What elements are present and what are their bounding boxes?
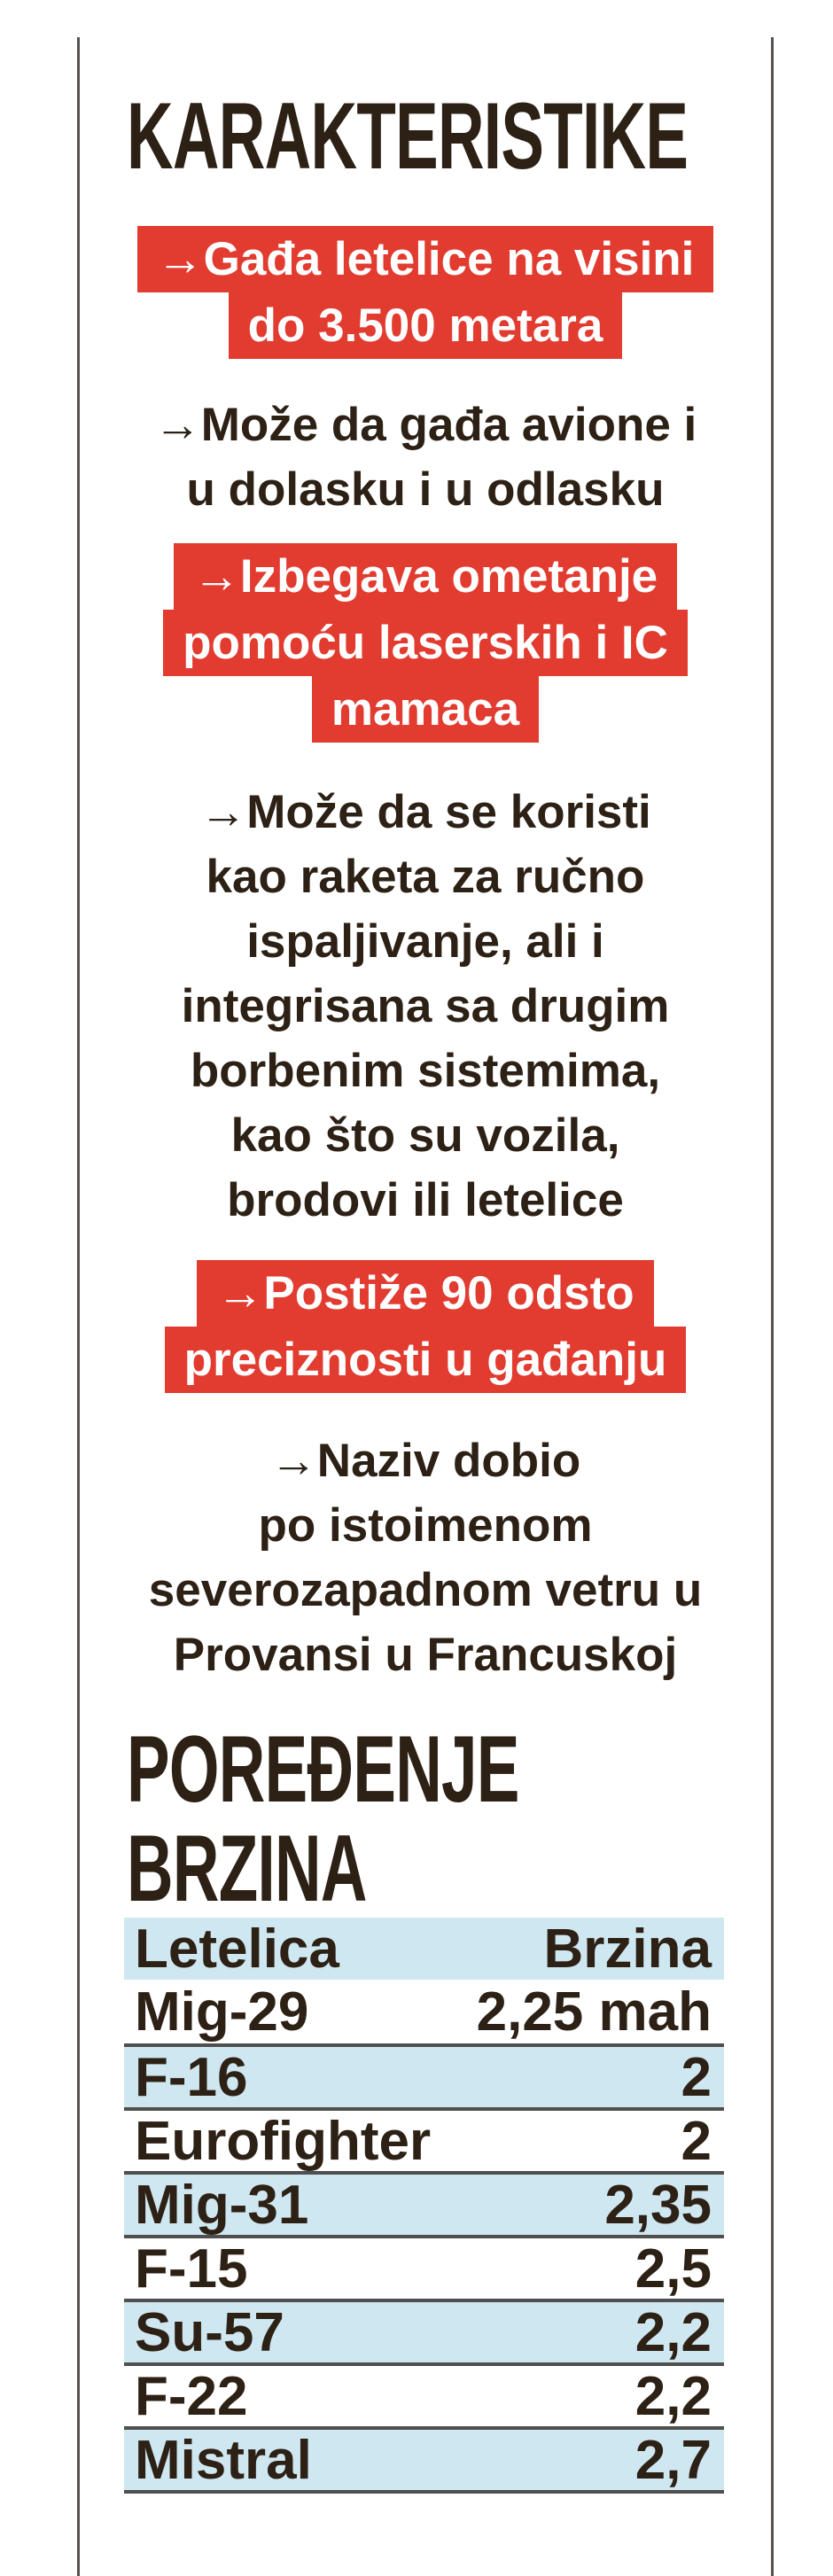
highlighted-text: →Gađa letelice na visini (137, 226, 714, 292)
feature-line (80, 543, 771, 610)
feature-line: Provansi u Francuskoj (173, 1629, 678, 1681)
speed-cell: 2,5 (634, 2237, 712, 2300)
column-header-aircraft: Letelica (135, 1918, 339, 1980)
page-title: KARAKTERISTIKE (127, 82, 689, 189)
aircraft-cell: Su-57 (135, 2301, 284, 2363)
speed-cell: 2,2 (634, 2301, 712, 2363)
feature-line: integrisana sa drugim (181, 980, 670, 1032)
feature-item-plain (80, 1428, 771, 1687)
aircraft-cell: F-16 (135, 2046, 248, 2108)
feature-item-highlighted (80, 543, 771, 743)
aircraft-cell: Mig-31 (135, 2174, 309, 2236)
column-header-speed: Brzina (543, 1918, 712, 1980)
feature-item-plain (80, 780, 771, 1233)
aircraft-cell: F-22 (135, 2365, 248, 2427)
aircraft-cell: Eurofighter (135, 2110, 432, 2172)
highlighted-text: →Izbegava ometanje (174, 543, 677, 610)
speed-cell: 2 (681, 2110, 712, 2172)
feature-line (80, 610, 771, 676)
section-title-line-2: BRZINA (127, 1815, 367, 1921)
table-header-row (124, 1918, 724, 1980)
feature-line: po istoimenom (258, 1499, 593, 1552)
table-row (124, 2362, 724, 2426)
aircraft-cell: Mig-29 (135, 1981, 309, 2043)
feature-line (80, 292, 771, 359)
feature-line: borbenim sistemima, (190, 1045, 661, 1097)
table-row (124, 2299, 724, 2362)
highlighted-text: pomoću laserskih i IC (163, 610, 688, 676)
speed-cell: 2 (681, 2046, 712, 2108)
comparison-section-title (127, 1716, 519, 1921)
feature-line (80, 1327, 771, 1393)
table-row (124, 2107, 724, 2171)
table-row (124, 2426, 724, 2490)
feature-item-highlighted (80, 1260, 771, 1393)
speed-cell: 2,35 (604, 2174, 712, 2236)
feature-line: brodovi ili letelice (227, 1174, 624, 1226)
feature-line (80, 226, 771, 292)
feature-line: →Može da gađa avione i (153, 399, 697, 451)
section-title-line-1: POREĐENJE (127, 1716, 519, 1822)
feature-item-highlighted (80, 226, 771, 359)
highlighted-text: preciznosti u gađanju (165, 1327, 687, 1393)
aircraft-cell: F-15 (135, 2237, 248, 2300)
right-column-rule (771, 37, 774, 2576)
speed-cell: 2,7 (634, 2429, 712, 2491)
highlighted-text: mamaca (312, 676, 539, 743)
table-row (124, 2043, 724, 2107)
table-row (124, 1980, 724, 2043)
feature-line: →Naziv dobio (269, 1435, 581, 1487)
feature-line: u dolasku i u odlasku (186, 463, 665, 516)
feature-line: kao raketa za ručno (206, 851, 645, 903)
aircraft-cell: Mistral (135, 2429, 312, 2491)
feature-line: kao što su vozila, (230, 1109, 620, 1162)
feature-line (80, 1260, 771, 1327)
speed-cell: 2,25 mah (476, 1981, 712, 2043)
table-row (124, 2235, 724, 2299)
feature-line: ispaljivanje, ali i (246, 915, 604, 968)
highlighted-text: do 3.500 metara (229, 292, 623, 359)
feature-line: severozapadnom vetru u (148, 1564, 703, 1616)
table-row (124, 2171, 724, 2235)
speed-comparison-table (124, 1918, 724, 2494)
feature-line (80, 676, 771, 743)
content-column (80, 0, 771, 2494)
feature-item-plain (80, 393, 771, 522)
speed-cell: 2,2 (634, 2365, 712, 2427)
highlighted-text: →Postiže 90 odsto (197, 1260, 653, 1327)
feature-line: →Može da se koristi (199, 786, 651, 838)
